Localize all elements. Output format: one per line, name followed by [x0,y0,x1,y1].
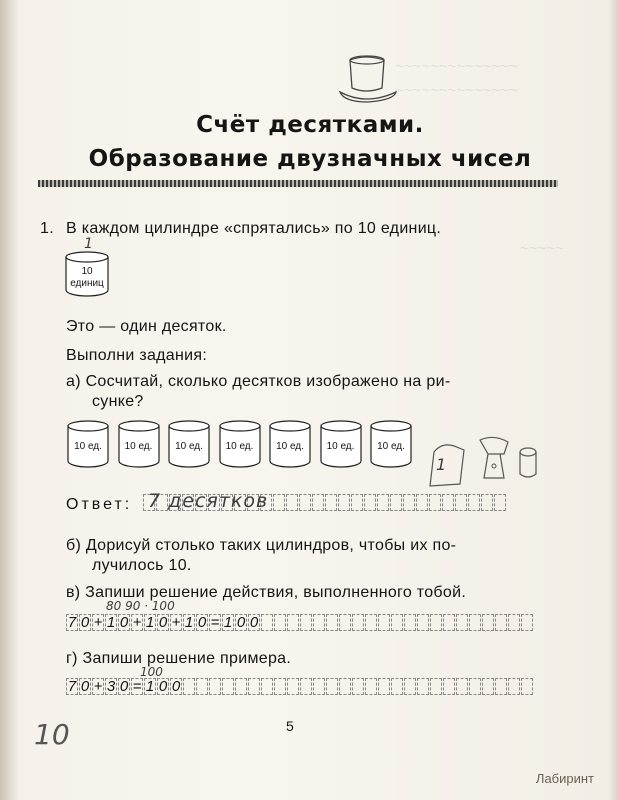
answer-cell[interactable] [300,614,312,631]
answer-cell[interactable] [508,614,520,631]
answer-cell[interactable]: 7 [67,678,77,695]
answer-cell[interactable] [404,678,416,695]
answer-cell[interactable] [495,614,507,631]
answer-cell[interactable] [326,614,338,631]
tens-cylinder [319,419,363,469]
task-g-text: г) Запиши решение примера. [66,650,292,667]
tens-cylinder-label: 10 ед. [124,441,153,452]
answer-cell[interactable] [482,614,494,631]
answer-cell[interactable] [521,614,533,631]
answer-cell[interactable] [455,494,467,511]
answer-cell[interactable]: 0 [171,678,181,695]
tens-cylinder [167,419,211,469]
answer-cell[interactable] [300,678,312,695]
answer-cell[interactable] [261,678,273,695]
answer-cell[interactable] [416,494,428,511]
tens-cylinder-label: 10 ед. [276,441,304,452]
answer-cell[interactable]: + [171,614,181,631]
answer-cell[interactable] [273,494,285,511]
publisher-logo: Лабиринт [535,771,594,786]
answer-cell[interactable] [390,494,402,511]
answer-cell[interactable]: = [210,614,220,631]
task-b-line2: лучилось 10. [92,557,192,574]
answer-cell[interactable]: = [132,678,142,695]
answer-cell[interactable]: 0 [197,614,207,631]
hat-doodle [336,52,400,110]
answer-cell[interactable] [338,494,350,511]
answer-cell[interactable] [274,678,286,695]
answer-cell[interactable] [183,678,195,695]
this-is-text: Это — один десяток. [66,318,227,335]
answer-cell[interactable] [417,678,429,695]
answer-cell[interactable]: 0 [119,678,129,695]
tens-cylinder [369,419,413,469]
answer-label: Ответ: [66,496,133,513]
answer-cell[interactable] [403,494,415,511]
sample-handwritten-number: 1 [84,236,93,252]
answer-cell[interactable] [481,494,493,511]
answer-cell[interactable] [391,614,403,631]
answer-cell[interactable] [417,614,429,631]
answer-cell[interactable] [235,678,247,695]
task-v-text: в) Запиши решение действия, выполненного тобой. [66,584,467,601]
bleed-through: ~~~~~~~~~~~~~~ [395,58,518,75]
answer-cell[interactable]: 1 [184,614,194,631]
page-title-line2: Образование двузначных чисел [88,146,532,172]
answer-cell[interactable] [430,678,442,695]
page-edge-shadow [0,0,18,800]
bleed-through: ~~~~~ [520,240,564,257]
answer-cell[interactable] [508,678,520,695]
answer-cell[interactable]: 0 [158,678,168,695]
task-a-line2: сунке? [92,393,144,410]
answer-cell[interactable] [326,678,338,695]
task-g-answer-grid[interactable] [66,678,534,695]
answer-cell[interactable] [456,614,468,631]
answer-cell[interactable]: 1 [106,614,116,631]
answer-cell[interactable] [274,614,286,631]
bleed-through: ~~~~~~~~~~~~~~ [395,82,518,99]
answer-cell[interactable] [196,678,208,695]
answer-cell[interactable] [468,494,480,511]
answer-cell[interactable] [456,678,468,695]
page-title-line1: Счёт десятками. [196,112,424,138]
answer-cell[interactable] [404,614,416,631]
answer-cell[interactable] [339,678,351,695]
answer-cell[interactable]: 1 [145,614,155,631]
answer-cell[interactable] [469,678,481,695]
answer-cell[interactable]: 0 [80,678,90,695]
task-v-answer-grid[interactable] [66,614,534,631]
page-number: 5 [286,718,295,734]
tens-cylinder-label: 10 ед. [377,441,405,452]
answer-cell[interactable] [469,614,481,631]
answer-cell[interactable] [325,494,337,511]
task-g-handwritten-above: 100 [140,665,163,679]
answer-cell[interactable] [351,494,363,511]
tens-cylinder [117,419,161,469]
tens-cylinder-label: 10 ед. [74,441,102,452]
answer-cell[interactable] [365,614,377,631]
answer-cell[interactable] [313,678,325,695]
answer-cell[interactable] [299,494,311,511]
task-v-handwritten-above: 80 90 · 100 [106,599,175,613]
answer-cell[interactable] [430,614,442,631]
answer-cell[interactable]: + [93,678,103,695]
answer-cell[interactable] [352,614,364,631]
answer-cell[interactable] [286,494,298,511]
answer-cell[interactable] [209,678,221,695]
answer-cell[interactable] [365,678,377,695]
answer-cell[interactable] [339,614,351,631]
answer-cell[interactable]: 7 [67,614,77,631]
answer-cell[interactable]: 1 [145,678,155,695]
answer-cell[interactable] [377,494,389,511]
answer-cell[interactable]: 0 [158,614,168,631]
task-b-line1: б) Дорисуй столько таких цилиндров, чтобы их по- [66,537,457,554]
answer-cell[interactable] [313,614,325,631]
page-edge-shadow-right [608,0,618,800]
task-a-line1: а) Сосчитай, сколько десятков изображено на ри- [66,373,451,390]
answer-cell[interactable] [429,494,441,511]
answer-cell[interactable] [312,494,324,511]
tens-cylinder [268,419,312,469]
answer-cell[interactable] [364,494,376,511]
answer-cell[interactable]: 1 [223,614,233,631]
answer-cell[interactable] [442,494,454,511]
answer-cell[interactable] [352,678,364,695]
sample-cylinder [64,250,110,298]
answer-cell[interactable] [287,678,299,695]
answer-cell[interactable]: 0 [236,614,246,631]
corner-handwritten-number: 10 [34,718,70,751]
answer-cell[interactable] [391,678,403,695]
drawn-cylinder-number: 1 [436,455,447,474]
answer-cell[interactable]: 0 [119,614,129,631]
answer-cell[interactable] [494,494,506,511]
answer-cell[interactable] [287,614,299,631]
answer-cell[interactable] [222,678,234,695]
task1-text: В каждом цилиндре «спрятались» по 10 единиц. [66,220,442,237]
answer-cell[interactable]: 0 [249,614,259,631]
sample-cylinder-line1: 10 [81,266,93,277]
answer-cell[interactable]: 0 [80,614,90,631]
tens-cylinder-label: 10 ед. [225,441,254,452]
tens-cylinder-label: 10 ед. [326,441,355,452]
answer-cell[interactable]: + [93,614,103,631]
answer-cell[interactable] [378,614,390,631]
do-tasks-text: Выполни задания: [66,347,208,364]
answer-cell[interactable] [521,678,533,695]
title-divider [38,180,558,187]
answer-cell[interactable] [443,614,455,631]
answer-cell[interactable] [443,678,455,695]
tens-cylinder [66,419,110,469]
answer-cell[interactable] [378,678,390,695]
answer-cell[interactable] [248,678,260,695]
answer-cell[interactable] [261,614,273,631]
answer-cell[interactable] [495,678,507,695]
answer-cell[interactable]: 3 [106,678,116,695]
tens-cylinder-label: 10 ед. [175,441,203,452]
sample-cylinder-line2: единиц [70,278,104,289]
task1-number: 1. [40,220,54,237]
answer-handwritten: 7 десятков [148,490,269,512]
tens-cylinder [218,419,262,469]
answer-cell[interactable]: + [132,614,142,631]
answer-cell[interactable] [482,678,494,695]
